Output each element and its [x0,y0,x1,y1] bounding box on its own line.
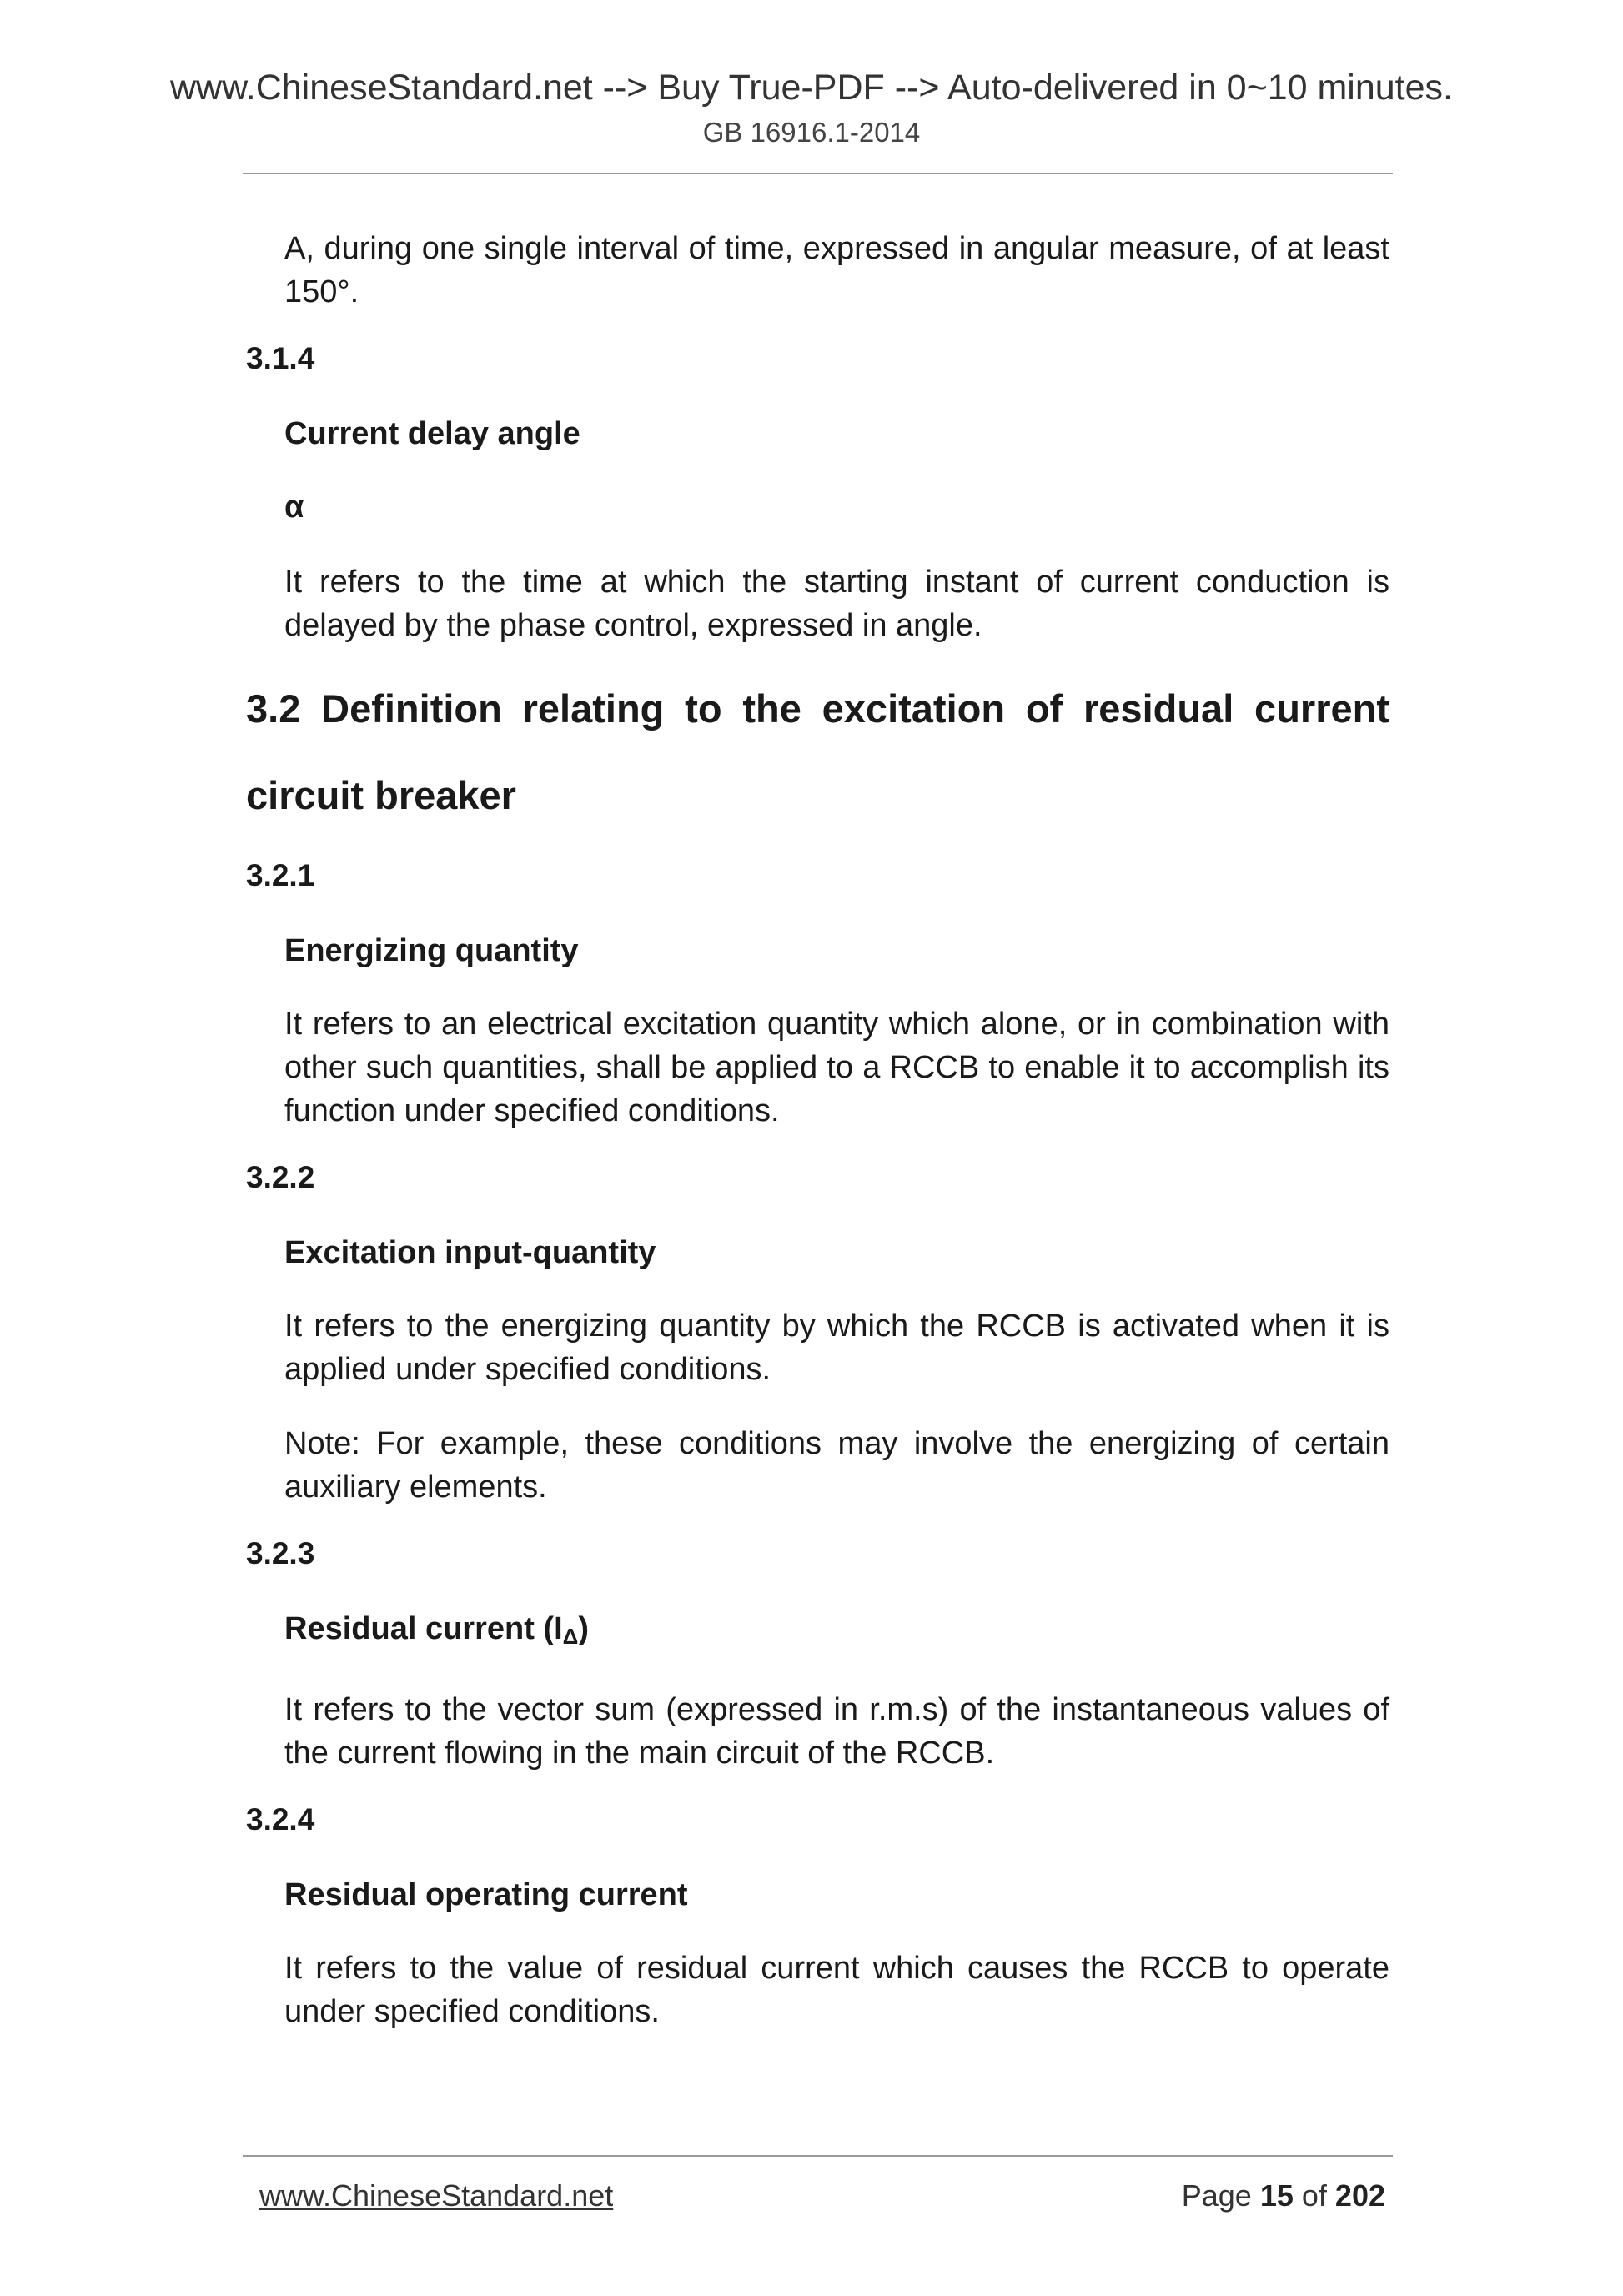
term-current-delay-angle: Current delay angle [284,416,580,451]
page-indicator [1182,2178,1385,2213]
total-pages: 202 [1334,2178,1385,2213]
term-energizing-quantity: Energizing quantity [284,933,579,968]
clause-number-3-2-4: 3.2.4 [246,1802,315,1836]
header-banner: www.ChineseStandard.net --> Buy True-PDF --> Auto-delivered in 0~10 minutes. [169,68,1453,108]
header-divider [243,173,1393,174]
of-word: of [1301,2178,1327,2213]
clause-number-3-2-2: 3.2.2 [246,1160,315,1194]
footer-divider [243,2155,1393,2157]
term-residual-current-text: Residual current (I [284,1611,563,1646]
intro-paragraph: A, during one single interval of time, expressed in angular measure, of at least 150°. [284,231,1389,309]
term-residual-operating-current: Residual operating current [284,1877,688,1912]
footer-website-link[interactable]: www.ChineseStandard.net [259,2178,614,2213]
definition-3-2-4: It refers to the value of residual current which causes the RCCB to operate under specified conditions. [284,1951,1389,2029]
page-content [246,227,1389,2033]
note-3-2-2: Note: For example, these conditions may involve the energizing of certain auxiliary elements. [284,1426,1389,1505]
current-page-number: 15 [1259,2178,1294,2213]
clause-number-3-2-1: 3.2.1 [246,858,315,892]
definition-3-2-2: It refers to the energizing quantity by which the RCCB is activated when it is applied under specified conditions. [284,1309,1389,1387]
clause-number-3-2-3: 3.2.3 [246,1536,315,1570]
definition-3-1-4: It refers to the time at which the starting instant of current conduction is delayed by the phase control, expressed in angle. [284,565,1389,643]
term-excitation-input-quantity: Excitation input-quantity [284,1235,656,1270]
document-code: GB 16916.1-2014 [702,117,921,148]
clause-number-3-1-4: 3.1.4 [246,341,315,375]
term-symbol-alpha: α [284,490,304,525]
definition-3-2-1: It refers to an electrical excitation quantity which alone, or in combination with other such quantities, shall be applied to a RCCB to enable it to accomplish its function under specified conditions. [284,1007,1389,1128]
term-residual-current [284,1609,1389,1656]
term-residual-current-close: ) [578,1611,589,1646]
definition-3-2-3: It refers to the vector sum (expressed in r.m.s) of the instantaneous values of the current flowing in the main circuit of the RCCB. [284,1692,1389,1771]
section-heading-3-2: 3.2 Definition relating to the excitation of residual current circuit breaker [246,686,1389,817]
delta-subscript: Δ [562,1624,579,1649]
page-word: Page [1181,2178,1252,2213]
